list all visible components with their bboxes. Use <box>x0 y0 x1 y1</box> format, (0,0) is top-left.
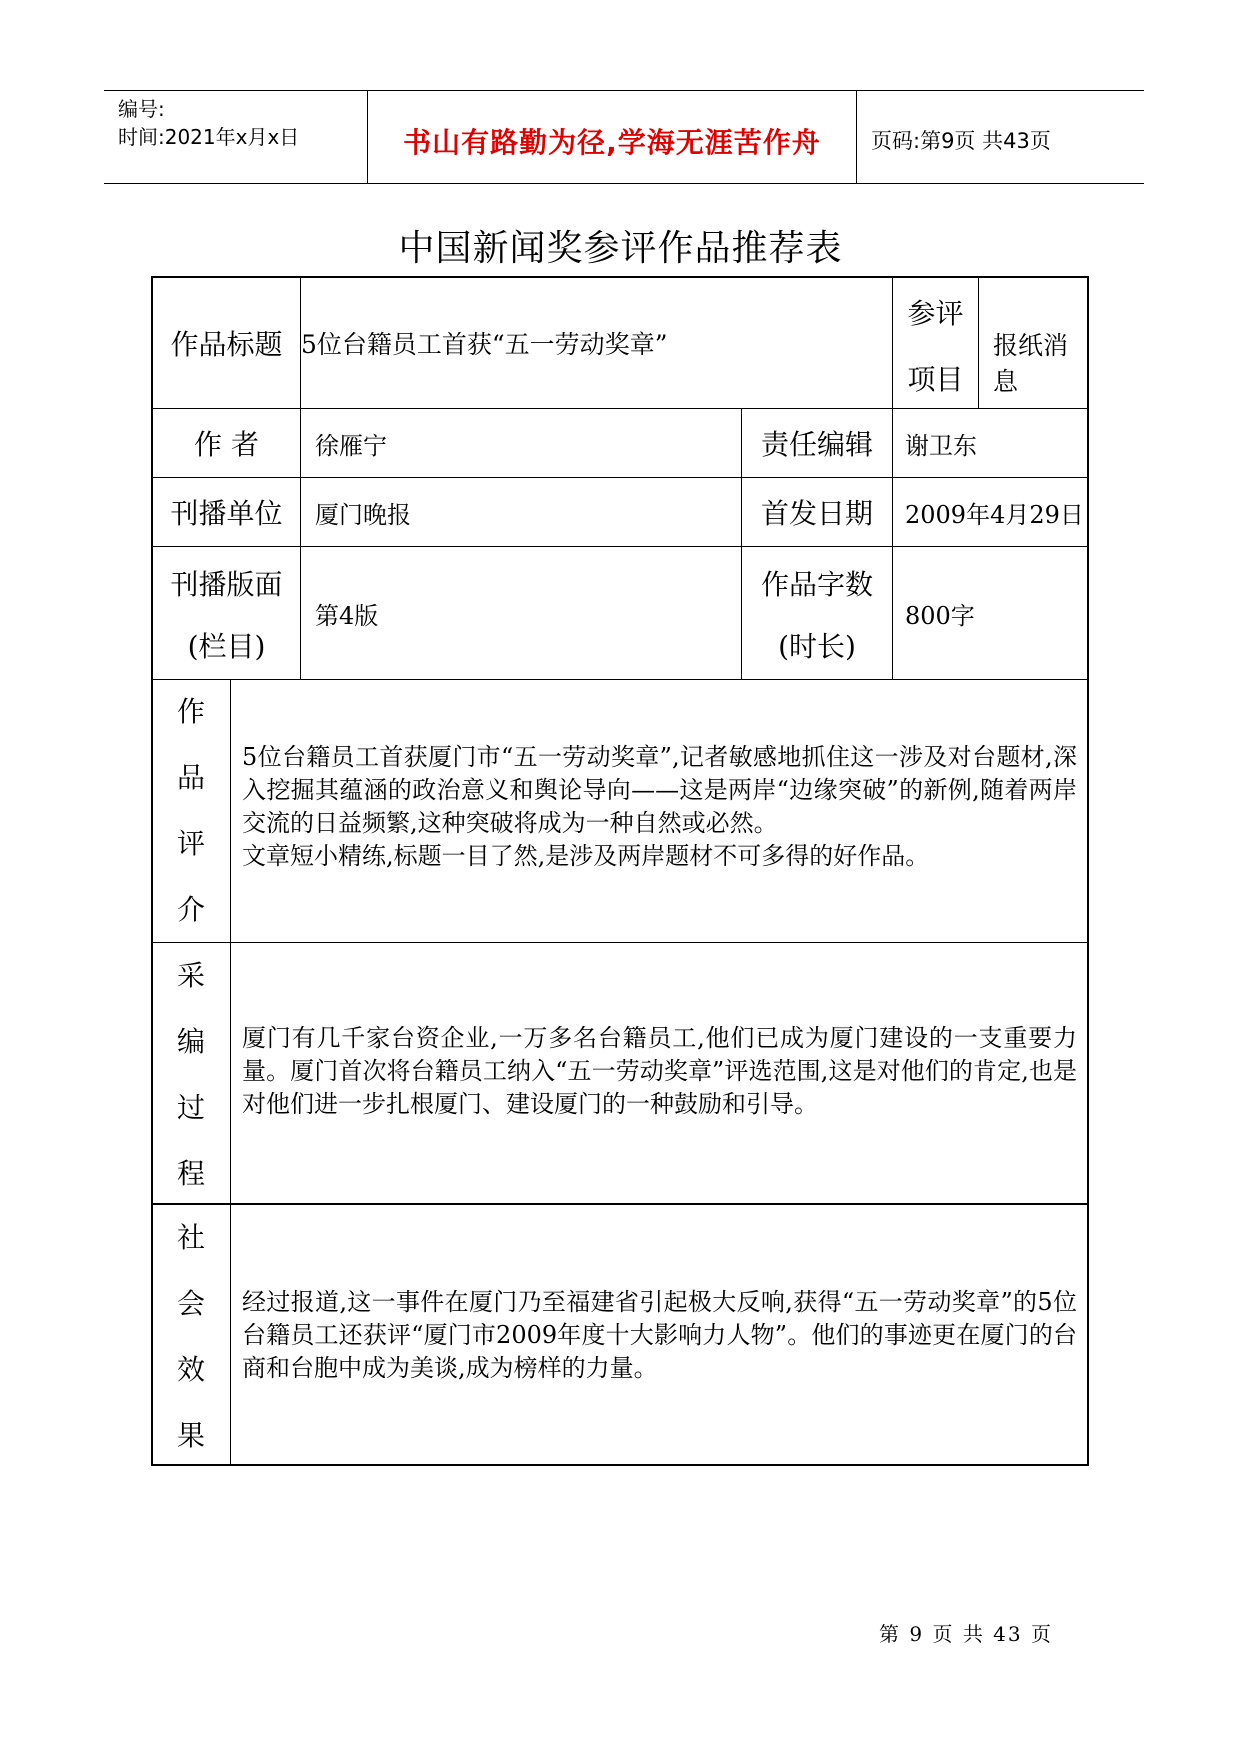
category-label-line2: 项目 <box>907 363 964 396</box>
row-divider <box>153 1203 1087 1205</box>
effect-label-char: 会 <box>176 1287 205 1320</box>
document-title: 中国新闻奖参评作品推荐表 <box>398 228 843 269</box>
work-title-value: 5位台籍员工首获“五一劳动奖章” <box>301 330 668 359</box>
column-divider <box>230 679 231 1464</box>
publisher-value: 厦门晚报 <box>315 500 411 529</box>
editor-label: 责任编辑 <box>760 428 873 461</box>
time-label: 时间:2021年x月x日 <box>118 125 300 149</box>
category-value-text: 报纸消息 <box>993 331 1069 396</box>
page-value: 第4版 <box>315 601 379 630</box>
category-label-line1: 参评 <box>907 297 964 330</box>
page-label-line1: 刊播版面 <box>170 568 283 601</box>
review-label <box>153 690 229 928</box>
review-label-char: 品 <box>176 761 205 794</box>
category-label <box>893 278 978 408</box>
publisher-label: 刊播单位 <box>170 497 283 530</box>
header-page-number: 页码:第9页 共43页 <box>871 129 1051 153</box>
effect-label-char: 社 <box>176 1221 205 1254</box>
author-label: 作 者 <box>194 428 259 461</box>
process-label <box>153 954 229 1192</box>
review-label-char: 评 <box>176 827 205 860</box>
words-label-line2: (时长) <box>778 630 856 663</box>
effect-text: 经过报道,这一事件在厦门乃至福建省引起极大反响,获得“五一劳动奖章”的5位台籍员工还获评“厦门市2009年度十大影响力人物”。他们的事迹更在厦门的台商和台胞中成为美谈,成为榜样的力量。 <box>242 1288 1077 1382</box>
date-value: 2009年4月29日 <box>905 500 1084 529</box>
header-page-cell <box>857 91 1144 183</box>
review-text <box>242 741 1077 873</box>
process-label-char: 程 <box>176 1157 205 1190</box>
footer-page-number: 第 9 页 共 43 页 <box>879 1622 1053 1646</box>
review-label-char: 作 <box>176 695 205 728</box>
process-text: 厦门有几千家台资企业,一万多名台籍员工,他们已成为厦门建设的一支重要力量。厦门首次将台籍员工纳入“五一劳动奖章”评选范围,这是对他们的肯定,也是对他们进一步扎根厦门、建设厦门的一种鼓励和引导。 <box>242 1024 1077 1118</box>
words-label-line1: 作品字数 <box>760 568 873 601</box>
column-divider <box>978 278 979 408</box>
editor-value: 谢卫东 <box>905 431 977 460</box>
work-title-label: 作品标题 <box>170 328 283 361</box>
process-label-char: 采 <box>176 959 205 992</box>
review-label-char: 介 <box>176 893 205 926</box>
process-label-char: 编 <box>176 1025 205 1058</box>
serial-label: 编号: <box>118 97 165 121</box>
recommendation-form <box>151 276 1089 1466</box>
page-label-line2: (栏目) <box>187 630 266 663</box>
review-paragraph-2: 文章短小精练,标题一目了然,是涉及两岸题材不可多得的好作品。 <box>242 842 930 870</box>
effect-label-char: 效 <box>176 1353 205 1386</box>
effect-label <box>153 1216 229 1454</box>
motto-text: 书山有路勤为径,学海无涯苦作舟 <box>403 126 821 159</box>
words-value: 800字 <box>905 601 975 630</box>
header-meta-cell <box>104 91 368 183</box>
words-label <box>742 547 892 679</box>
row-divider <box>153 942 1087 943</box>
row-divider <box>153 679 1087 680</box>
page-header <box>104 90 1144 184</box>
author-value: 徐雁宁 <box>315 431 387 460</box>
date-label: 首发日期 <box>760 497 873 530</box>
effect-label-char: 果 <box>176 1419 205 1452</box>
process-label-char: 过 <box>176 1091 205 1124</box>
review-paragraph-1: 5位台籍员工首获厦门市“五一劳动奖章”,记者敏感地抓住这一涉及对台题材,深入挖掘其蕴涵的政治意义和舆论导向——这是两岸“边缘突破”的新例,随着两岸交流的日益频繁,这种突破将成为一种自然或必然。 <box>242 743 1077 837</box>
page-label <box>153 547 300 679</box>
header-motto-cell <box>368 91 857 183</box>
